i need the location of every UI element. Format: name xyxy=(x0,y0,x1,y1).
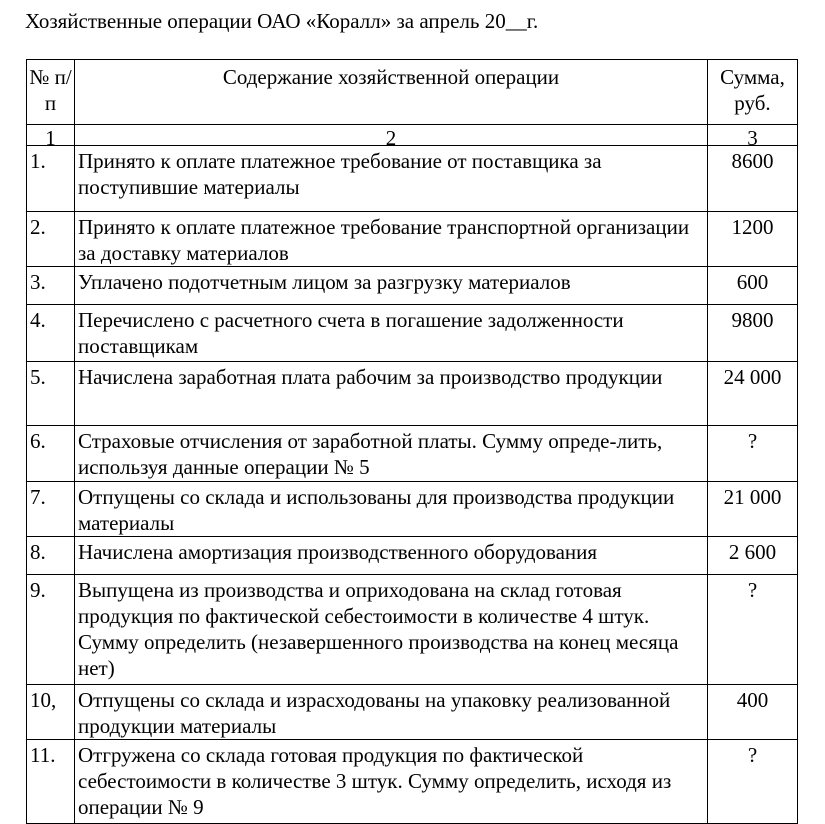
row-sum: 400 xyxy=(708,685,798,740)
row-sum: 21 000 xyxy=(708,482,798,537)
header-sum: Сумма, руб. xyxy=(708,60,798,125)
row-desc: Уплачено подотчетным лицом за разгрузку материалов xyxy=(75,267,708,305)
row-sum: 9800 xyxy=(708,305,798,362)
row-sum: 600 xyxy=(708,267,798,305)
table-row xyxy=(27,426,798,482)
row-sum: ? xyxy=(708,740,798,824)
column-index-2: 2 xyxy=(385,126,397,145)
row-num: 5. xyxy=(27,362,75,426)
row-sum: ? xyxy=(708,575,798,685)
row-num: 9. xyxy=(27,575,75,685)
row-num: 1. xyxy=(27,146,75,212)
header-desc: Содержание хозяйственной операции xyxy=(75,60,708,125)
column-index-cell xyxy=(75,125,708,146)
row-num: 11. xyxy=(27,740,75,824)
row-num: 10, xyxy=(27,685,75,740)
row-num: 6. xyxy=(27,426,75,482)
row-desc: Начислена заработная плата рабочим за производство продукции xyxy=(75,362,708,426)
column-index-3: 3 xyxy=(747,126,758,145)
row-sum: 24 000 xyxy=(708,362,798,426)
column-index-cell xyxy=(708,125,798,146)
row-desc: Принято к оплате платежное требование транспортной организации за доставку материалов xyxy=(75,212,708,267)
row-sum: 2 600 xyxy=(708,537,798,575)
row-desc: Отпущены со склада и использованы для производства продукции материалы xyxy=(75,482,708,537)
table-row xyxy=(27,305,798,362)
table-row xyxy=(27,740,798,824)
column-index-1: 1 xyxy=(45,126,56,145)
row-sum: ? xyxy=(708,426,798,482)
row-sum: 8600 xyxy=(708,146,798,212)
row-desc: Отпущены со склада и израсходованы на упаковку реализованной продукции материалы xyxy=(75,685,708,740)
table-row xyxy=(27,212,798,267)
row-desc: Отгружена со склада готовая продукция по фактической себестоимости в количестве 3 штук. Сумму определить, исходя из операции № 9 xyxy=(75,740,708,824)
table-row xyxy=(27,575,798,685)
row-desc: Выпущена из производства и оприходована на склад готовая продукция по фактической себестоимости в количестве 4 штук. Сумму определить (незавершенного производства на конец месяца нет) xyxy=(75,575,708,685)
row-num: 7. xyxy=(27,482,75,537)
row-num: 2. xyxy=(27,212,75,267)
row-desc: Перечислено с расчетного счета в погашение задолженности поставщикам xyxy=(75,305,708,362)
row-sum: 1200 xyxy=(708,212,798,267)
table-row xyxy=(27,482,798,537)
operations-table xyxy=(26,59,798,824)
table-row xyxy=(27,267,798,305)
table-row xyxy=(27,537,798,575)
column-index-row xyxy=(27,125,798,146)
page-title: Хозяйственные операции ОАО «Коралл» за апрель 20__г. xyxy=(25,9,539,33)
row-desc: Начислена амортизация производственного оборудования xyxy=(75,537,708,575)
table-row xyxy=(27,146,798,212)
table-header-row xyxy=(27,60,798,125)
table-row xyxy=(27,685,798,740)
row-num: 3. xyxy=(27,267,75,305)
row-num: 8. xyxy=(27,537,75,575)
row-desc: Страховые отчисления от заработной платы. Сумму опреде-лить, используя данные операции № 5 xyxy=(75,426,708,482)
header-num: № п/п xyxy=(27,60,75,125)
table-row xyxy=(27,362,798,426)
column-index-cell xyxy=(27,125,75,146)
row-num: 4. xyxy=(27,305,75,362)
row-desc: Принято к оплате платежное требование от поставщика за поступившие материалы xyxy=(75,146,708,212)
